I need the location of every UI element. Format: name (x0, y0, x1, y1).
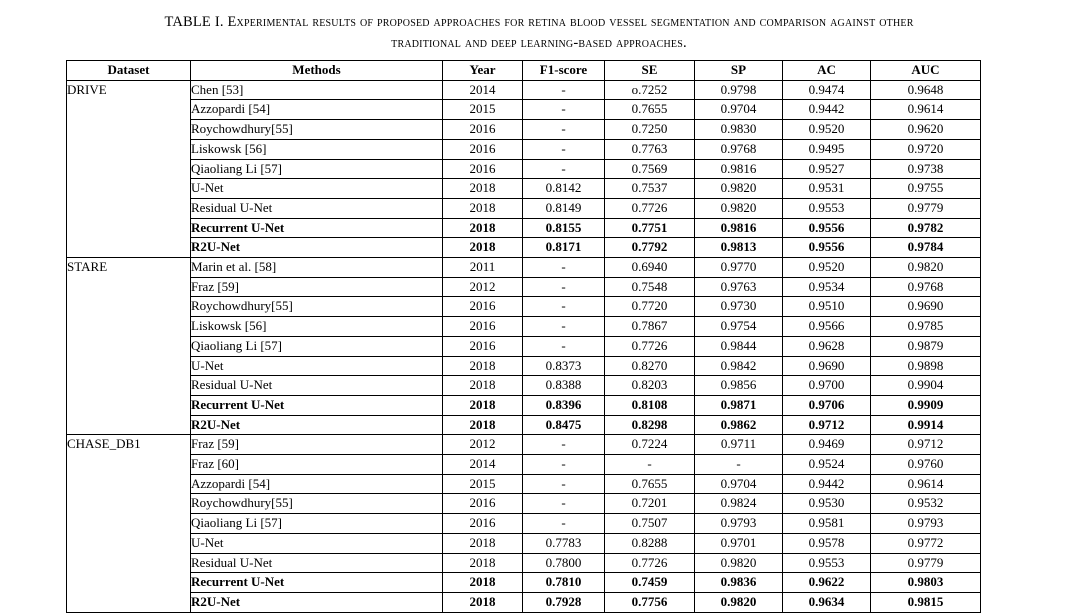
table-row (67, 553, 981, 573)
dataset-cell: CHASE_DB1 (67, 435, 191, 612)
sp-cell: 0.9704 (695, 100, 783, 120)
ac-cell: 0.9706 (783, 395, 871, 415)
sp-cell: 0.9711 (695, 435, 783, 455)
year-cell: 2011 (443, 258, 523, 278)
method-cell: Recurrent U-Net (191, 395, 443, 415)
auc-cell: 0.9815 (871, 592, 981, 612)
se-cell: 0.8108 (605, 395, 695, 415)
auc-cell: 0.9879 (871, 336, 981, 356)
method-cell: U-Net (191, 533, 443, 553)
auc-cell: 0.9909 (871, 395, 981, 415)
year-cell: 2012 (443, 277, 523, 297)
ac-cell: 0.9634 (783, 592, 871, 612)
auc-cell: 0.9614 (871, 474, 981, 494)
year-cell: 2016 (443, 120, 523, 140)
sp-cell: 0.9704 (695, 474, 783, 494)
f1-cell: - (523, 139, 605, 159)
ac-cell: 0.9553 (783, 198, 871, 218)
ac-cell: 0.9524 (783, 455, 871, 475)
method-cell: Azzopardi [54] (191, 100, 443, 120)
method-cell: Qiaoliang Li [57] (191, 336, 443, 356)
year-cell: 2018 (443, 179, 523, 199)
year-cell: 2018 (443, 573, 523, 593)
ac-cell: 0.9566 (783, 317, 871, 337)
auc-cell: 0.9782 (871, 218, 981, 238)
se-cell: 0.7756 (605, 592, 695, 612)
sp-cell: 0.9856 (695, 376, 783, 396)
se-cell: 0.7250 (605, 120, 695, 140)
se-cell: 0.7569 (605, 159, 695, 179)
col-header-ac: AC (783, 61, 871, 81)
auc-cell: 0.9785 (871, 317, 981, 337)
year-cell: 2016 (443, 514, 523, 534)
f1-cell: - (523, 317, 605, 337)
ac-cell: 0.9628 (783, 336, 871, 356)
year-cell: 2015 (443, 474, 523, 494)
se-cell: 0.7726 (605, 198, 695, 218)
sp-cell: 0.9844 (695, 336, 783, 356)
auc-cell: 0.9793 (871, 514, 981, 534)
year-cell: 2016 (443, 494, 523, 514)
table-row (67, 218, 981, 238)
auc-cell: 0.9690 (871, 297, 981, 317)
col-header-dataset: Dataset (67, 61, 191, 81)
results-table-body (67, 80, 981, 612)
ac-cell: 0.9531 (783, 179, 871, 199)
se-cell: 0.8298 (605, 415, 695, 435)
se-cell: 0.7655 (605, 474, 695, 494)
method-cell: Marin et al. [58] (191, 258, 443, 278)
auc-cell: 0.9914 (871, 415, 981, 435)
sp-cell: 0.9820 (695, 179, 783, 199)
year-cell: 2018 (443, 592, 523, 612)
ac-cell: 0.9510 (783, 297, 871, 317)
auc-cell: 0.9768 (871, 277, 981, 297)
table-row (67, 336, 981, 356)
year-cell: 2018 (443, 238, 523, 258)
auc-cell: 0.9803 (871, 573, 981, 593)
sp-cell: 0.9820 (695, 553, 783, 573)
f1-cell: 0.8396 (523, 395, 605, 415)
auc-cell: 0.9720 (871, 139, 981, 159)
table-row (67, 198, 981, 218)
dataset-cell: DRIVE (67, 80, 191, 257)
table-caption-line2: traditional and deep learning-based approaches. (391, 35, 687, 52)
year-cell: 2018 (443, 218, 523, 238)
f1-cell: - (523, 474, 605, 494)
method-cell: Roychowdhury[55] (191, 297, 443, 317)
ac-cell: 0.9530 (783, 494, 871, 514)
method-cell: Residual U-Net (191, 198, 443, 218)
auc-cell: 0.9779 (871, 198, 981, 218)
f1-cell: - (523, 455, 605, 475)
year-cell: 2016 (443, 159, 523, 179)
year-cell: 2018 (443, 533, 523, 553)
dataset-cell: STARE (67, 258, 191, 435)
table-row (67, 100, 981, 120)
se-cell: 0.7751 (605, 218, 695, 238)
table-row (67, 533, 981, 553)
f1-cell: 0.8388 (523, 376, 605, 396)
method-cell: R2U-Net (191, 238, 443, 258)
year-cell: 2012 (443, 435, 523, 455)
ac-cell: 0.9534 (783, 277, 871, 297)
sp-cell: 0.9836 (695, 573, 783, 593)
auc-cell: 0.9614 (871, 100, 981, 120)
col-header-sp: SP (695, 61, 783, 81)
sp-cell: - (695, 455, 783, 475)
se-cell: 0.7720 (605, 297, 695, 317)
se-cell: 0.8203 (605, 376, 695, 396)
auc-cell: 0.9779 (871, 553, 981, 573)
ac-cell: 0.9578 (783, 533, 871, 553)
method-cell: Fraz [59] (191, 277, 443, 297)
f1-cell: 0.8373 (523, 356, 605, 376)
year-cell: 2015 (443, 100, 523, 120)
method-cell: Roychowdhury[55] (191, 120, 443, 140)
year-cell: 2014 (443, 80, 523, 100)
auc-cell: 0.9755 (871, 179, 981, 199)
f1-cell: 0.8155 (523, 218, 605, 238)
f1-cell: - (523, 277, 605, 297)
se-cell: 0.7507 (605, 514, 695, 534)
auc-cell: 0.9820 (871, 258, 981, 278)
se-cell: 0.7726 (605, 336, 695, 356)
ac-cell: 0.9712 (783, 415, 871, 435)
col-header-se: SE (605, 61, 695, 81)
auc-cell: 0.9784 (871, 238, 981, 258)
f1-cell: 0.8149 (523, 198, 605, 218)
f1-cell: - (523, 258, 605, 278)
col-header-auc: AUC (871, 61, 981, 81)
f1-cell: 0.8475 (523, 415, 605, 435)
method-cell: Liskowsk [56] (191, 139, 443, 159)
f1-cell: - (523, 120, 605, 140)
table-row (67, 356, 981, 376)
ac-cell: 0.9442 (783, 100, 871, 120)
ac-cell: 0.9553 (783, 553, 871, 573)
method-cell: Fraz [59] (191, 435, 443, 455)
method-cell: R2U-Net (191, 592, 443, 612)
table-row (67, 159, 981, 179)
auc-cell: 0.9620 (871, 120, 981, 140)
method-cell: U-Net (191, 179, 443, 199)
ac-cell: 0.9527 (783, 159, 871, 179)
ac-cell: 0.9556 (783, 238, 871, 258)
year-cell: 2018 (443, 356, 523, 376)
se-cell: 0.7537 (605, 179, 695, 199)
table-caption (0, 12, 1078, 54)
method-cell: Roychowdhury[55] (191, 494, 443, 514)
table-row (67, 494, 981, 514)
auc-cell: 0.9532 (871, 494, 981, 514)
se-cell: 0.7201 (605, 494, 695, 514)
sp-cell: 0.9701 (695, 533, 783, 553)
f1-cell: 0.7783 (523, 533, 605, 553)
table-row (67, 297, 981, 317)
f1-cell: 0.7928 (523, 592, 605, 612)
f1-cell: - (523, 159, 605, 179)
se-cell: 0.8270 (605, 356, 695, 376)
method-cell: Azzopardi [54] (191, 474, 443, 494)
f1-cell: - (523, 514, 605, 534)
table-row (67, 139, 981, 159)
table-row (67, 592, 981, 612)
se-cell: 0.7655 (605, 100, 695, 120)
year-cell: 2018 (443, 198, 523, 218)
f1-cell: - (523, 435, 605, 455)
f1-cell: 0.8142 (523, 179, 605, 199)
se-cell: 0.7548 (605, 277, 695, 297)
sp-cell: 0.9768 (695, 139, 783, 159)
f1-cell: - (523, 336, 605, 356)
year-cell: 2016 (443, 297, 523, 317)
ac-cell: 0.9556 (783, 218, 871, 238)
sp-cell: 0.9754 (695, 317, 783, 337)
year-cell: 2016 (443, 139, 523, 159)
method-cell: Recurrent U-Net (191, 218, 443, 238)
table-row (67, 573, 981, 593)
sp-cell: 0.9793 (695, 514, 783, 534)
sp-cell: 0.9842 (695, 356, 783, 376)
se-cell: 0.7792 (605, 238, 695, 258)
ac-cell: 0.9442 (783, 474, 871, 494)
year-cell: 2018 (443, 395, 523, 415)
table-row (67, 317, 981, 337)
method-cell: U-Net (191, 356, 443, 376)
f1-cell: 0.8171 (523, 238, 605, 258)
table-row (67, 80, 981, 100)
table-row (67, 120, 981, 140)
year-cell: 2018 (443, 376, 523, 396)
se-cell: o.7252 (605, 80, 695, 100)
auc-cell: 0.9738 (871, 159, 981, 179)
col-header-methods: Methods (191, 61, 443, 81)
ac-cell: 0.9469 (783, 435, 871, 455)
results-table (66, 60, 981, 613)
col-header-year: Year (443, 61, 523, 81)
year-cell: 2018 (443, 415, 523, 435)
f1-cell: - (523, 494, 605, 514)
table-row (67, 179, 981, 199)
sp-cell: 0.9830 (695, 120, 783, 140)
sp-cell: 0.9816 (695, 159, 783, 179)
f1-cell: - (523, 100, 605, 120)
ac-cell: 0.9581 (783, 514, 871, 534)
table-row (67, 435, 981, 455)
method-cell: Residual U-Net (191, 553, 443, 573)
ac-cell: 0.9690 (783, 356, 871, 376)
table-row (67, 474, 981, 494)
sp-cell: 0.9824 (695, 494, 783, 514)
sp-cell: 0.9763 (695, 277, 783, 297)
table-row (67, 258, 981, 278)
table-row (67, 415, 981, 435)
table-row (67, 514, 981, 534)
method-cell: Qiaoliang Li [57] (191, 159, 443, 179)
sp-cell: 0.9813 (695, 238, 783, 258)
sp-cell: 0.9730 (695, 297, 783, 317)
sp-cell: 0.9862 (695, 415, 783, 435)
table-row (67, 277, 981, 297)
sp-cell: 0.9820 (695, 592, 783, 612)
year-cell: 2014 (443, 455, 523, 475)
method-cell: Residual U-Net (191, 376, 443, 396)
sp-cell: 0.9770 (695, 258, 783, 278)
ac-cell: 0.9474 (783, 80, 871, 100)
method-cell: Liskowsk [56] (191, 317, 443, 337)
se-cell: 0.7224 (605, 435, 695, 455)
ac-cell: 0.9700 (783, 376, 871, 396)
ac-cell: 0.9495 (783, 139, 871, 159)
method-cell: Recurrent U-Net (191, 573, 443, 593)
f1-cell: 0.7810 (523, 573, 605, 593)
table-row (67, 395, 981, 415)
table-row (67, 238, 981, 258)
table-caption-line1: TABLE I. Experimental results of proposed approaches for retina blood vessel segmentation and comparison against other (164, 14, 914, 30)
sp-cell: 0.9871 (695, 395, 783, 415)
table-row (67, 455, 981, 475)
auc-cell: 0.9904 (871, 376, 981, 396)
header-row (67, 61, 981, 81)
sp-cell: 0.9820 (695, 198, 783, 218)
se-cell: 0.8288 (605, 533, 695, 553)
f1-cell: - (523, 297, 605, 317)
sp-cell: 0.9816 (695, 218, 783, 238)
year-cell: 2018 (443, 553, 523, 573)
se-cell: 0.7763 (605, 139, 695, 159)
se-cell: 0.6940 (605, 258, 695, 278)
auc-cell: 0.9712 (871, 435, 981, 455)
f1-cell: - (523, 80, 605, 100)
se-cell: 0.7726 (605, 553, 695, 573)
method-cell: R2U-Net (191, 415, 443, 435)
auc-cell: 0.9898 (871, 356, 981, 376)
col-header-f1-score: F1-score (523, 61, 605, 81)
table-row (67, 376, 981, 396)
year-cell: 2016 (443, 336, 523, 356)
se-cell: - (605, 455, 695, 475)
se-cell: 0.7867 (605, 317, 695, 337)
year-cell: 2016 (443, 317, 523, 337)
ac-cell: 0.9520 (783, 120, 871, 140)
ac-cell: 0.9622 (783, 573, 871, 593)
auc-cell: 0.9772 (871, 533, 981, 553)
sp-cell: 0.9798 (695, 80, 783, 100)
method-cell: Qiaoliang Li [57] (191, 514, 443, 534)
method-cell: Chen [53] (191, 80, 443, 100)
se-cell: 0.7459 (605, 573, 695, 593)
auc-cell: 0.9648 (871, 80, 981, 100)
ac-cell: 0.9520 (783, 258, 871, 278)
method-cell: Fraz [60] (191, 455, 443, 475)
auc-cell: 0.9760 (871, 455, 981, 475)
f1-cell: 0.7800 (523, 553, 605, 573)
